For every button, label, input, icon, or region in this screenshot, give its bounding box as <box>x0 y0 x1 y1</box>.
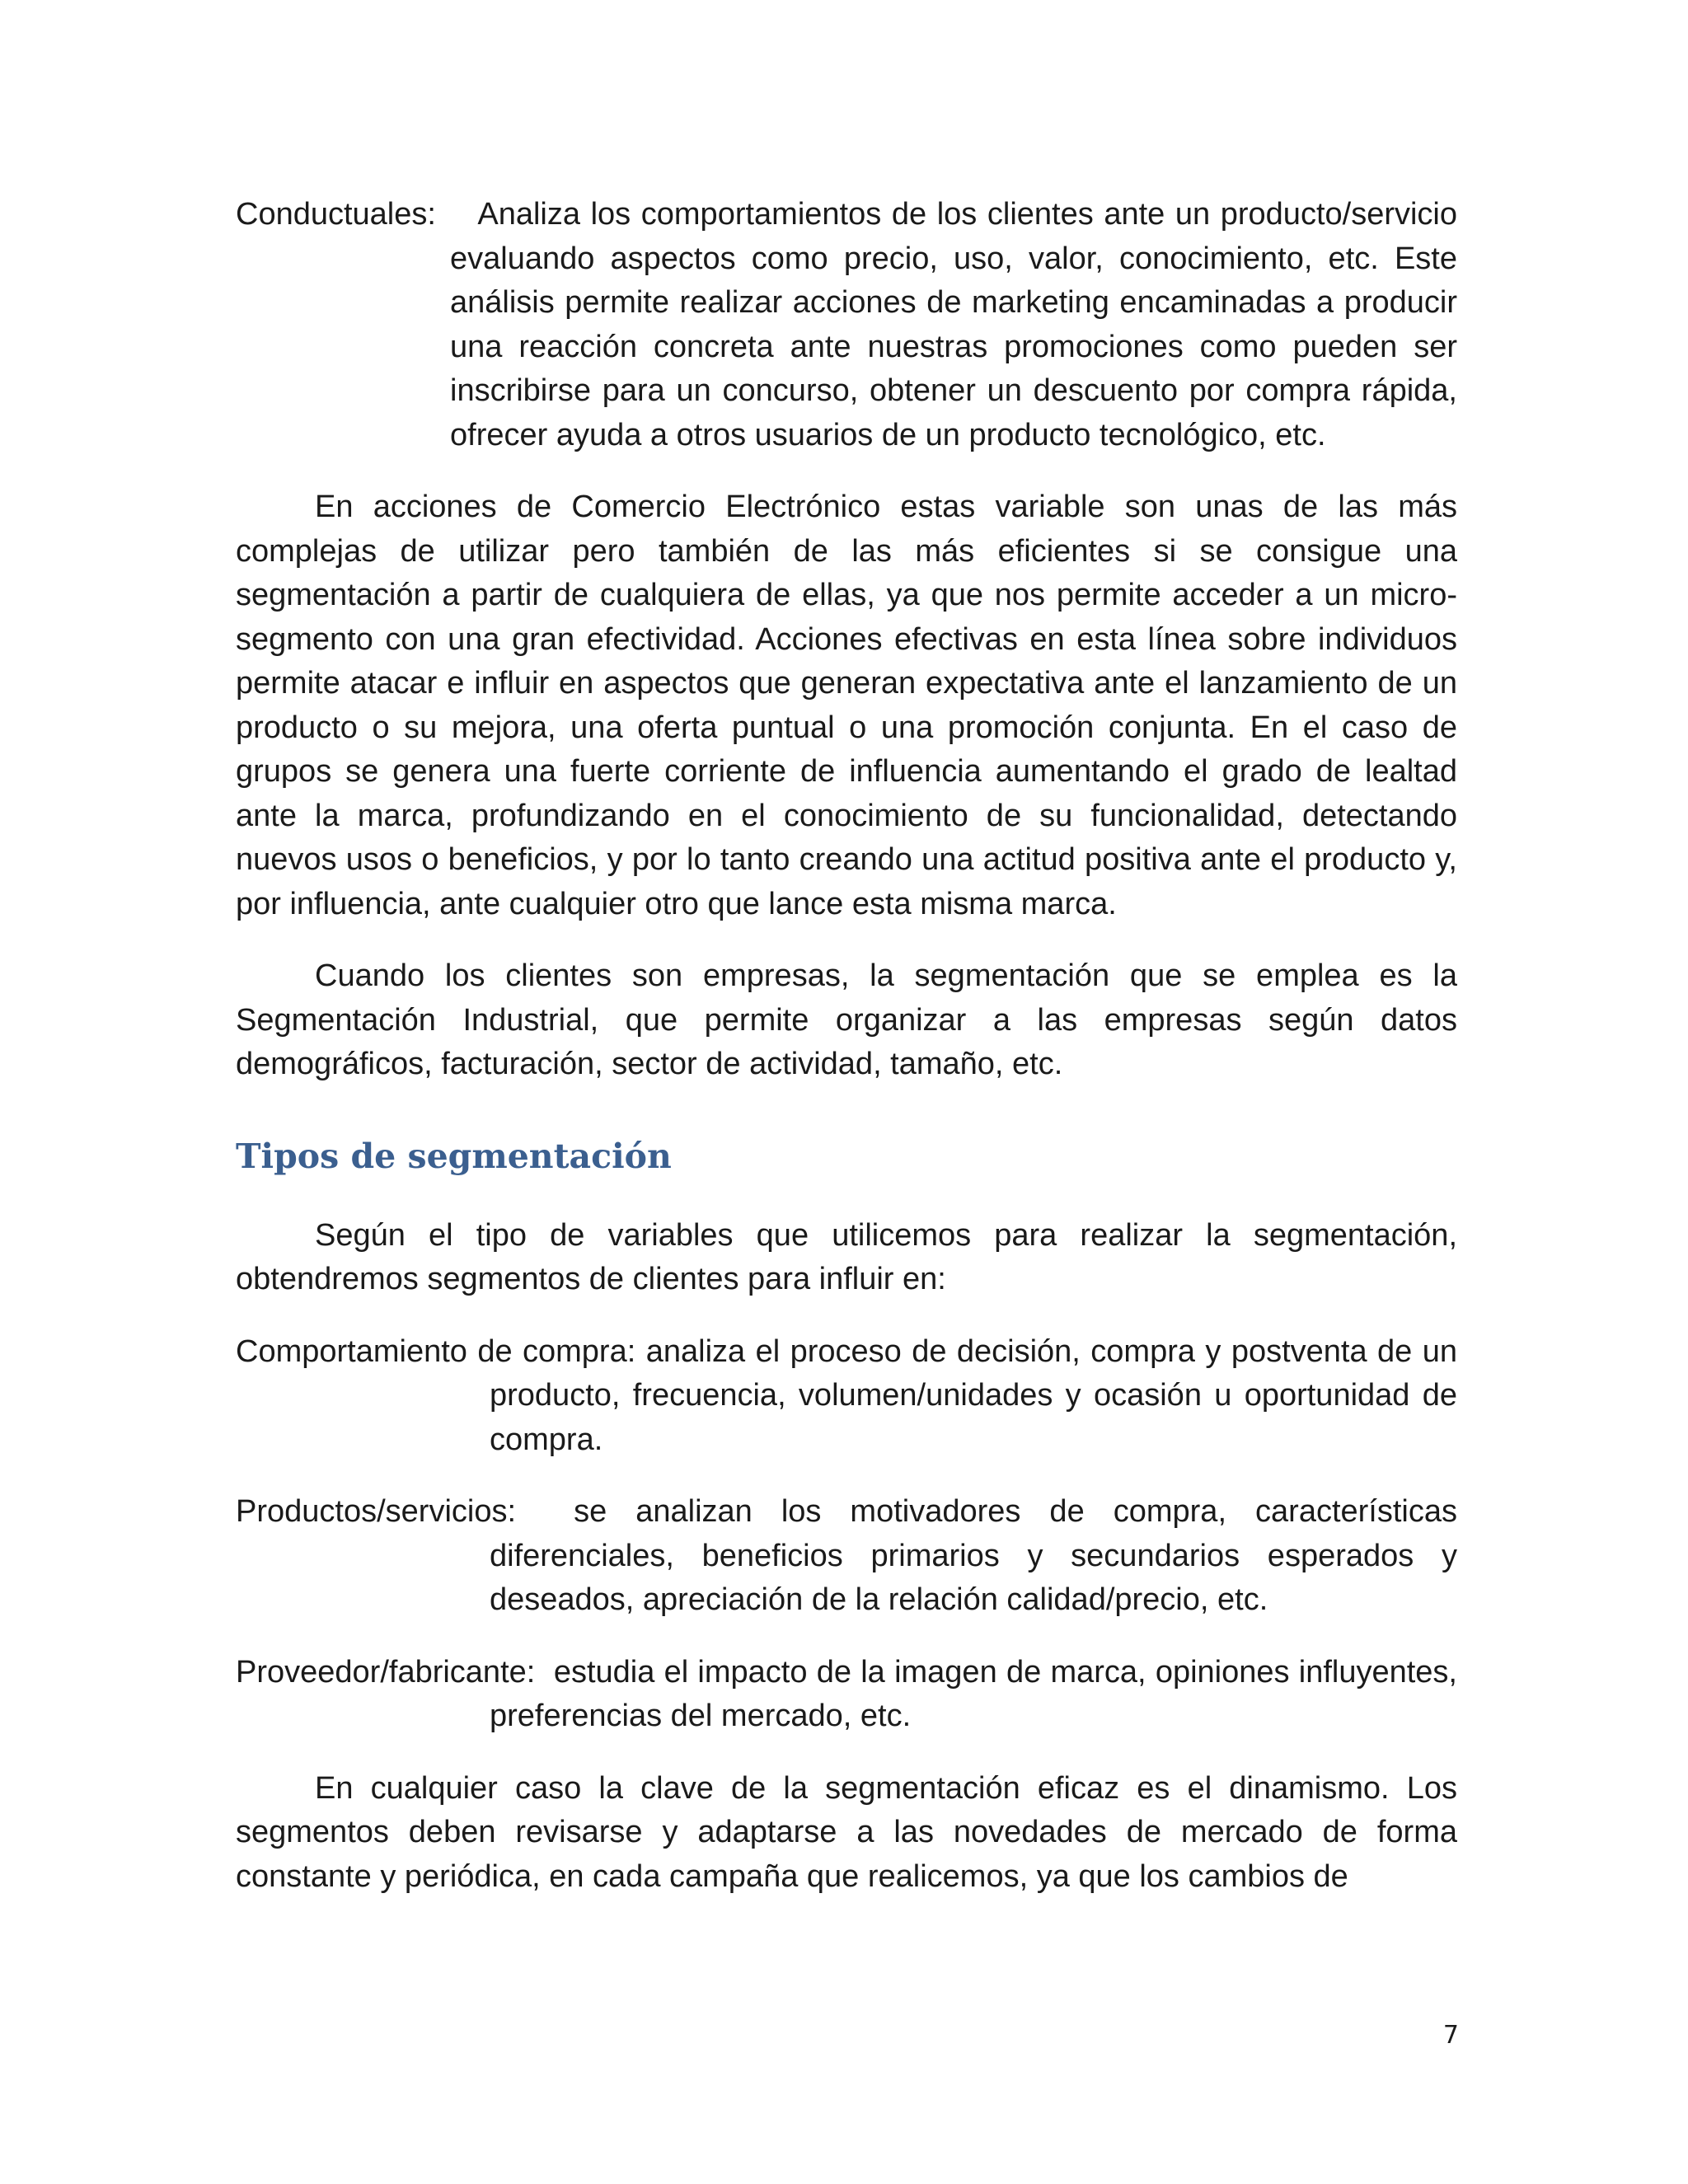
paragraph-tipos-intro: Según el tipo de variables que utilicemos para realizar la segmentación, obtendremos segmentos de clientes para influir en: <box>236 1217 1457 1296</box>
definition-text: analiza el proceso de decisión, compra y postventa de un producto, frecuencia, volumen/unidades y ocasión u oportunidad de compra. <box>490 1333 1458 1457</box>
definition-term: Productos/servicios: <box>236 1494 517 1529</box>
definition-term: Comportamiento de compra: <box>236 1333 636 1369</box>
definition-text: Analiza los comportamientos de los clientes ante un producto/servicio evaluando aspectos como precio, uso, valor, conocimiento, etc. Este análisis permite realizar acciones de marketing encaminadas a producir una reacción concreta ante nuestras promociones como pueden ser inscribirse para un concurso, obtener un descuento por compra rápida, ofrecer ayuda a otros usuarios de un producto tecnológico, etc. <box>450 197 1457 452</box>
section-heading: Tipos de segmentación <box>236 1136 672 1176</box>
definition-text: estudia el impacto de la imagen de marca, opiniones influyentes, preferencias del mercado, etc. <box>490 1654 1457 1733</box>
definition-term: Proveedor/fabricante: <box>236 1654 536 1690</box>
definition-comportamiento-compra <box>236 1330 1457 1463</box>
definition-conductuales <box>236 193 1457 457</box>
definition-term: Conductuales: <box>236 197 436 232</box>
definition-text: se analizan los motivadores de compra, características diferenciales, beneficios primarios y secundarios esperados y deseados, apreciación de la relación calidad/precio, etc. <box>490 1494 1457 1617</box>
page-body <box>236 193 1457 1927</box>
definition-proveedor-fabricante <box>236 1651 1457 1739</box>
paragraph-dinamismo: En cualquier caso la clave de la segmentación eficaz es el dinamismo. Los segmentos deben revisarse y adaptarse a las novedades de mercado de forma constante y periódica, en cada campaña que realicemos, ya que los cambios de <box>236 1770 1457 1894</box>
paragraph-comercio-electronico: En acciones de Comercio Electrónico estas variable son unas de las más complejas de utilizar pero también de las más eficientes si se consigue una segmentación a partir de cualquiera de ellas, ya que nos permite acceder a un micro-segmento con una gran efectividad. Acciones efectivas en esta línea sobre individuos permite atacar e influir en aspectos que generan expectativa ante el lanzamiento de un producto o su mejora, una oferta puntual o una promoción conjunta. En el caso de grupos se genera una fuerte corriente de influencia aumentando el grado de lealtad ante la marca, profundizando en el conocimiento de su funcionalidad, detectando nuevos usos o beneficios, y por lo tanto creando una actitud positiva ante el producto y, por influencia, ante cualquier otro que lance esta misma marca. <box>236 490 1457 921</box>
definition-productos-servicios <box>236 1490 1457 1623</box>
paragraph-segmentacion-industrial: Cuando los clientes son empresas, la segmentación que se emplea es la Segmentación Industrial, que permite organizar a las empresas según datos demográficos, facturación, sector de actividad, tamaño, etc. <box>236 958 1457 1081</box>
page-number: 7 <box>1442 2021 1459 2050</box>
